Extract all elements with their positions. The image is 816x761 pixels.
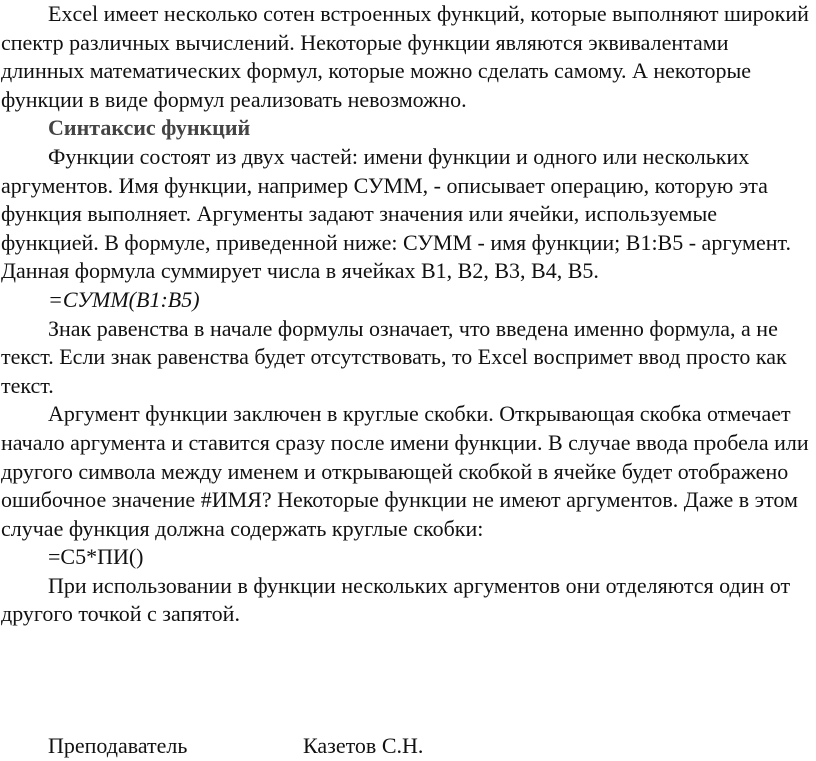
formula-example-sum: =СУММ(B1:B5) xyxy=(48,286,200,312)
equals-sign-paragraph: Знак равенства в начале формулы означает, что введена именно формула, а не текст. Если знак равенства будет отсутствовать, то Excel воспримет ввод просто как текст. xyxy=(1,315,787,398)
multiple-arguments-paragraph: При использовании в функции нескольких аргументов они отделяются один от другого точкой с запятой. xyxy=(1,572,791,627)
argument-paragraph: Аргумент функции заключен в круглые скобки. Открывающая скобка отмечает начало аргумента и ставится сразу после имени функции. В случае ввода пробела или другого символа между именем и открывающей скобкой в ячейке будет отображено ошибочное значение #ИМЯ? Некоторые функции не имеют аргументов. Даже в этом случае функция должна содержать круглые скобки: xyxy=(1,401,809,541)
formula-example-pi: =C5*ПИ() xyxy=(48,544,144,570)
signature-line xyxy=(48,732,423,761)
signature-role: Преподаватель xyxy=(48,733,188,758)
section-heading: Синтаксис функций xyxy=(48,115,251,141)
intro-paragraph: Excel имеет несколько сотен встроенных функций, которые выполняют широкий спектр различных вычислений. Некоторые функции являются эквивалентами длинных математических формул, которые можно сделать самому. А некоторые функции в виде формул реализовать невозможно. xyxy=(1,1,809,112)
signature-name: Казетов С.Н. xyxy=(303,733,424,758)
syntax-paragraph: Функции состоят из двух частей: имени функции и одного или нескольких аргументов. Имя функции, например СУММ, - описывает операцию, которую эта функция выполняет. Аргументы задают значения или ячейки, используемые функцией. В формуле, приведенной ниже: СУММ - имя функции; B1:B5 - аргумент. Данная формула суммирует числа в ячейках B1, B2, B3, B4, B5. xyxy=(1,143,791,284)
